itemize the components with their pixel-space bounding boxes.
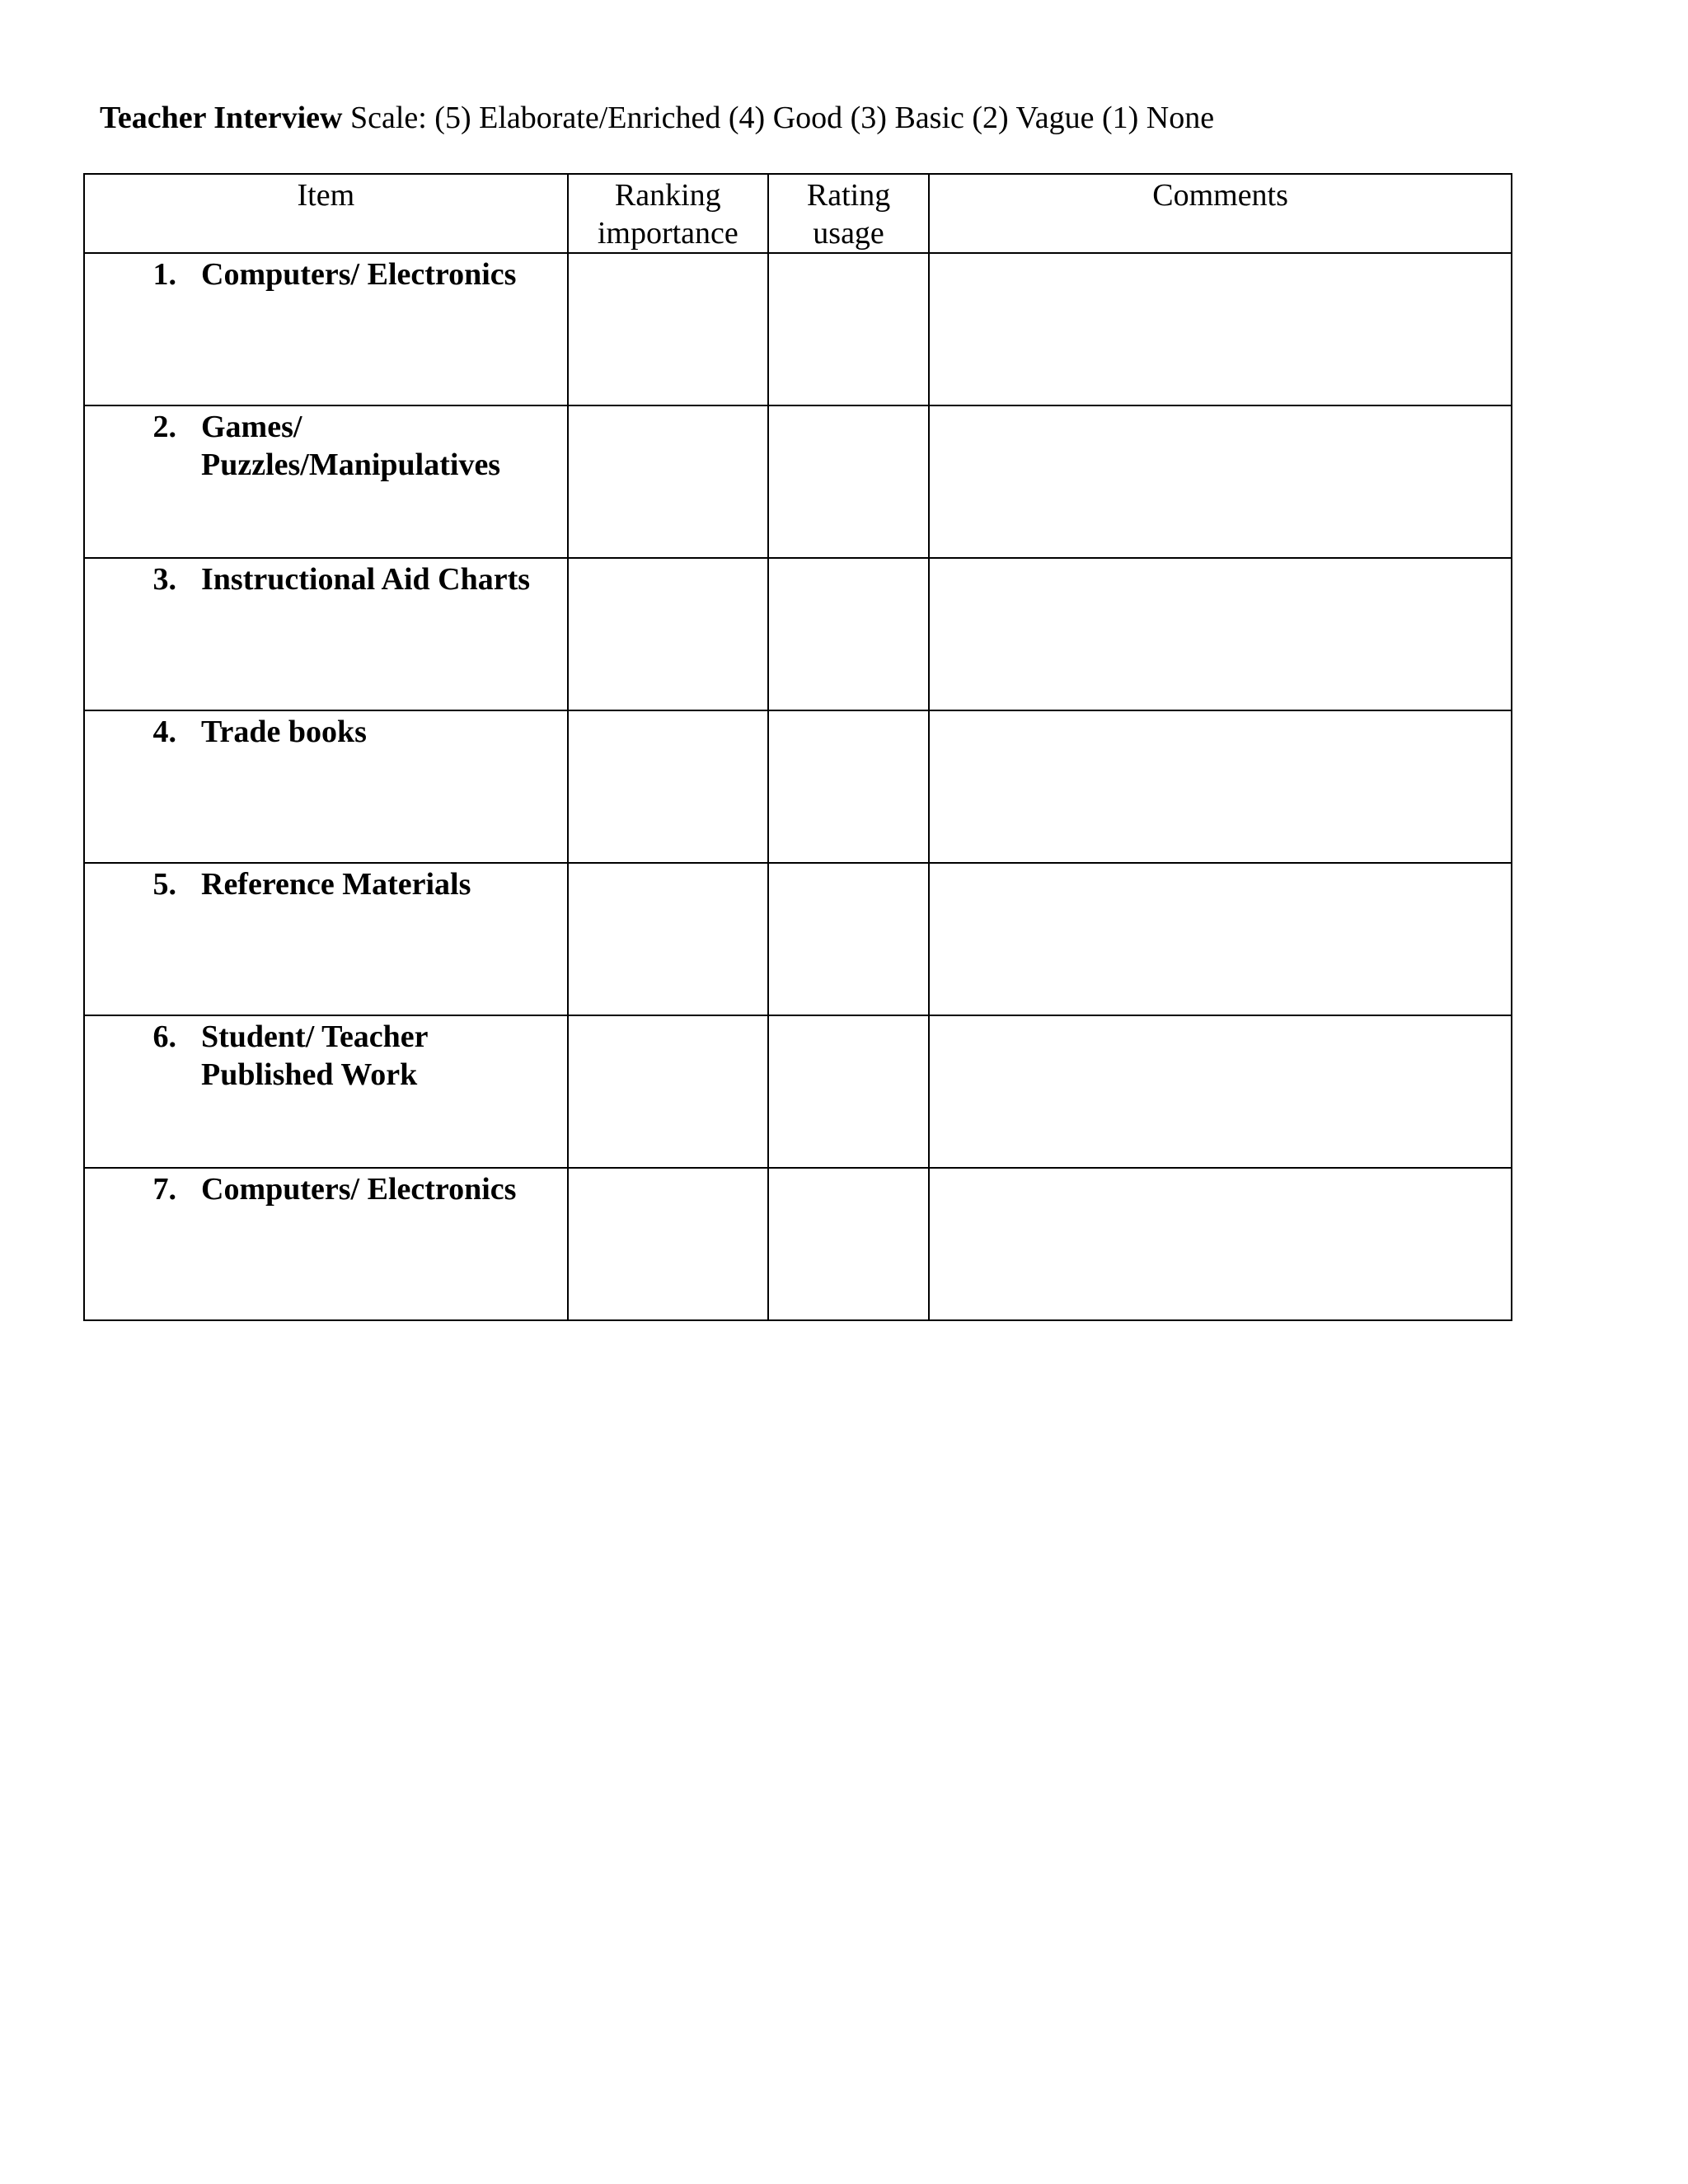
item-cell <box>84 558 568 710</box>
column-header-item <box>84 174 568 253</box>
item-number: 4. <box>152 715 176 749</box>
table-row <box>84 1015 1512 1168</box>
ranking-cell[interactable] <box>568 1015 768 1168</box>
item-number: 1. <box>152 257 176 292</box>
table-row <box>84 558 1512 710</box>
rating-cell[interactable] <box>768 253 929 405</box>
comments-cell[interactable] <box>929 405 1512 558</box>
scale-legend: Scale: (5) Elaborate/Enriched (4) Good (3) Basic (2) Vague (1) None <box>349 101 1215 135</box>
rating-cell[interactable] <box>768 405 929 558</box>
item-label: Reference Materials <box>201 867 471 902</box>
interview-table <box>83 173 1512 1321</box>
item-label: Student/ Teacher <box>201 1019 429 1054</box>
table-row <box>84 710 1512 863</box>
item-cell <box>84 253 568 405</box>
column-header-rating-line2: usage <box>813 216 884 251</box>
ranking-cell[interactable] <box>568 863 768 1015</box>
table-row <box>84 1168 1512 1320</box>
table-row <box>84 863 1512 1015</box>
column-header-rating-line1: Rating <box>806 178 891 213</box>
item-label: Instructional Aid Charts <box>201 562 531 597</box>
rating-cell[interactable] <box>768 710 929 863</box>
ranking-cell[interactable] <box>568 558 768 710</box>
rating-cell[interactable] <box>768 1015 929 1168</box>
comments-cell[interactable] <box>929 863 1512 1015</box>
column-header-item-label: Item <box>297 178 355 213</box>
item-number: 3. <box>152 562 176 597</box>
item-cell <box>84 710 568 863</box>
comments-cell[interactable] <box>929 1015 1512 1168</box>
title-bold: Teacher Interview <box>100 101 343 135</box>
item-label-continued: Puzzles/Manipulatives <box>201 448 501 482</box>
column-header-ranking <box>568 174 768 253</box>
item-cell <box>84 863 568 1015</box>
column-header-ranking-line2: importance <box>597 216 738 251</box>
item-number: 6. <box>152 1019 176 1054</box>
item-number: 5. <box>152 867 176 902</box>
ranking-cell[interactable] <box>568 710 768 863</box>
rating-cell[interactable] <box>768 1168 929 1320</box>
table-header-row <box>84 174 1512 253</box>
column-header-comments <box>929 174 1512 253</box>
table-row <box>84 253 1512 405</box>
comments-cell[interactable] <box>929 1168 1512 1320</box>
ranking-cell[interactable] <box>568 253 768 405</box>
ranking-cell[interactable] <box>568 1168 768 1320</box>
column-header-ranking-line1: Ranking <box>614 178 721 213</box>
item-cell <box>84 405 568 558</box>
item-cell <box>84 1168 568 1320</box>
item-number: 7. <box>152 1172 176 1207</box>
comments-cell[interactable] <box>929 253 1512 405</box>
rating-cell[interactable] <box>768 863 929 1015</box>
item-label-continued: Published Work <box>201 1057 418 1092</box>
item-label: Computers/ Electronics <box>201 257 517 292</box>
item-label: Trade books <box>201 715 367 749</box>
page-title <box>100 95 1214 141</box>
comments-cell[interactable] <box>929 558 1512 710</box>
item-cell <box>84 1015 568 1168</box>
item-label: Computers/ Electronics <box>201 1172 517 1207</box>
column-header-comments-label: Comments <box>1152 178 1288 213</box>
rating-cell[interactable] <box>768 558 929 710</box>
item-number: 2. <box>152 410 176 444</box>
ranking-cell[interactable] <box>568 405 768 558</box>
table-row <box>84 405 1512 558</box>
item-label: Games/ <box>201 410 302 444</box>
column-header-rating <box>768 174 929 253</box>
comments-cell[interactable] <box>929 710 1512 863</box>
